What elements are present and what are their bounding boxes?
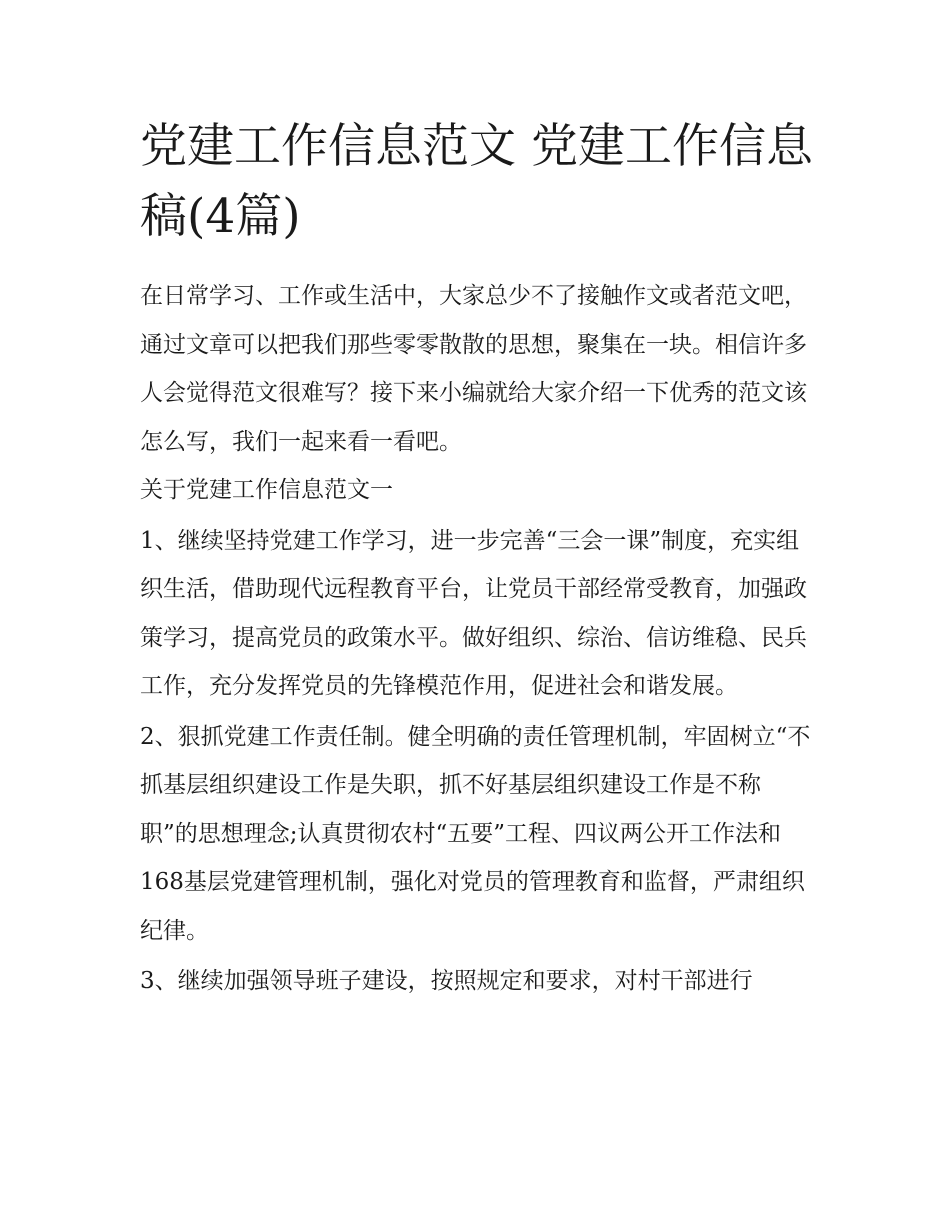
document-page — [140, 112, 815, 1006]
list-item: 1、继续坚持党建工作学习，进一步完善“三会一课”制度，充实组织生活，借助现代远程教育平台，让党员干部经常受教育，加强政策学习，提高党员的政策水平。做好组织、综治、信访维稳、民兵工作，充分发挥党员的先锋模范作用，促进社会和谐发展。 — [140, 527, 807, 699]
document-body — [140, 272, 815, 1006]
document-title: 党建工作信息范文 党建工作信息稿(4篇) — [140, 119, 813, 244]
list-item: 3、继续加强领导班子建设，按照规定和要求，对村干部进行 — [140, 968, 753, 994]
intro-paragraph: 在日常学习、工作或生活中，大家总少不了接触作文或者范文吧，通过文章可以把我们那些零零散散的思想，聚集在一块。相信许多人会觉得范文很难写？接下来小编就给大家介绍一下优秀的范文该怎么写，我们一起来看一看吧。 — [140, 283, 807, 455]
section-heading: 关于党建工作信息范文一 — [140, 477, 393, 503]
list-item: 2、狠抓党建工作责任制。健全明确的责任管理机制，牢固树立“不抓基层组织建设工作是失职，抓不好基层组织建设工作是不称职”的思想理念;认真贯彻农村“五要”工程、四议两公开工作法和168基层党建管理机制，强化对党员的管理教育和监督，严肃组织纪律。 — [140, 723, 811, 944]
